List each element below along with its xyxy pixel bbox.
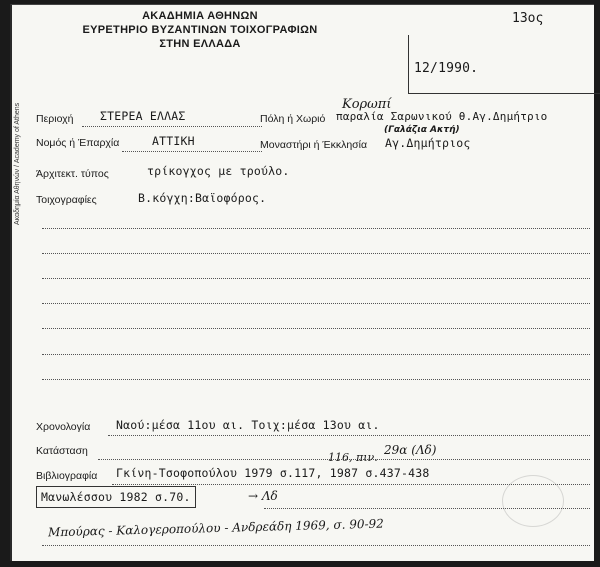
handwritten-line-rule	[42, 545, 590, 546]
blank-line	[42, 379, 590, 380]
region-value: ΣΤΕΡΕΑ ΕΛΛΑΣ	[100, 109, 186, 123]
blank-line	[42, 303, 590, 304]
city-label: Πόλη ή Χωριό	[260, 113, 326, 125]
frescoes-label: Τοιχογραφίες	[36, 194, 97, 206]
bibliography-line2-box	[36, 486, 196, 508]
side-watermark-text: Ακαδημία Αθηνών / Academy of Athens	[14, 102, 21, 225]
condition-label: Κατάσταση	[36, 445, 88, 457]
city-note-below: (Γαλάζια Ακτή)	[384, 125, 460, 135]
prefecture-value: ΑΤΤΙΚΗ	[152, 134, 195, 148]
biblio-note-a: 116, πιν.	[328, 451, 378, 464]
chronology-line	[108, 435, 590, 436]
arch-type-value: τρίκογχος με τρούλο.	[147, 164, 290, 178]
biblio-note-b: 29α (Λδ)	[384, 443, 437, 457]
bibliography-line2-note: → Λδ	[248, 489, 278, 503]
city-note-above: Κορωπί	[342, 97, 392, 112]
region-label: Περιοχή	[36, 113, 74, 125]
region-line	[82, 126, 262, 127]
blank-line	[42, 354, 590, 355]
city-value: παραλία Σαρωνικού θ.Αγ.Δημήτριο	[336, 110, 548, 123]
header-greece: ΣΤΗΝ ΕΛΛΑΔΑ	[159, 38, 241, 50]
prefecture-label: Νομός ή Έπαρχία	[36, 137, 120, 149]
monastery-label: Μοναστήρι ή Έκκλησία	[260, 139, 368, 151]
bibliography-line2: Μανωλέσσου 1982 σ.70.	[41, 490, 191, 504]
blank-line	[42, 278, 590, 279]
bibliography-value: Γκίνη-Τσοφοπούλου 1979 σ.117, 1987 σ.437-438	[116, 466, 430, 480]
blank-line	[42, 328, 590, 329]
prefecture-line	[122, 151, 262, 152]
faint-stamp	[502, 475, 564, 527]
header-academy: ΑΚΑΔΗΜΙΑ ΑΘΗΝΩΝ	[142, 10, 258, 22]
chronology-value: Ναού:μέσα 11ου αι. Τοιχ:μέσα 13ου αι.	[116, 418, 380, 432]
frescoes-value: Β.κόγχη:Βαϊοφόρος.	[138, 191, 267, 205]
index-card	[10, 4, 594, 561]
header-index-title: ΕΥΡΕΤΗΡΙΟ ΒΥΖΑΝΤΙΝΩΝ ΤΟΙΧΟΓΡΑΦΙΩΝ	[82, 24, 318, 36]
side-watermark	[14, 102, 24, 225]
blank-line	[42, 253, 590, 254]
card-number: 13ος	[512, 11, 544, 26]
handwritten-reference: Μπούρας - Καλογεροπούλου - Ανδρεάδη 1969, σ. 90-92	[47, 516, 384, 540]
chronology-label: Χρονολογία	[36, 421, 91, 433]
arch-type-label: Άρχιτεκτ. τύπος	[36, 168, 109, 180]
date-value: 12/1990.	[414, 61, 479, 76]
bibliography-label: Βιβλιογραφία	[36, 470, 98, 482]
blank-line	[42, 228, 590, 229]
monastery-value: Αγ.Δημήτριος	[385, 136, 471, 150]
